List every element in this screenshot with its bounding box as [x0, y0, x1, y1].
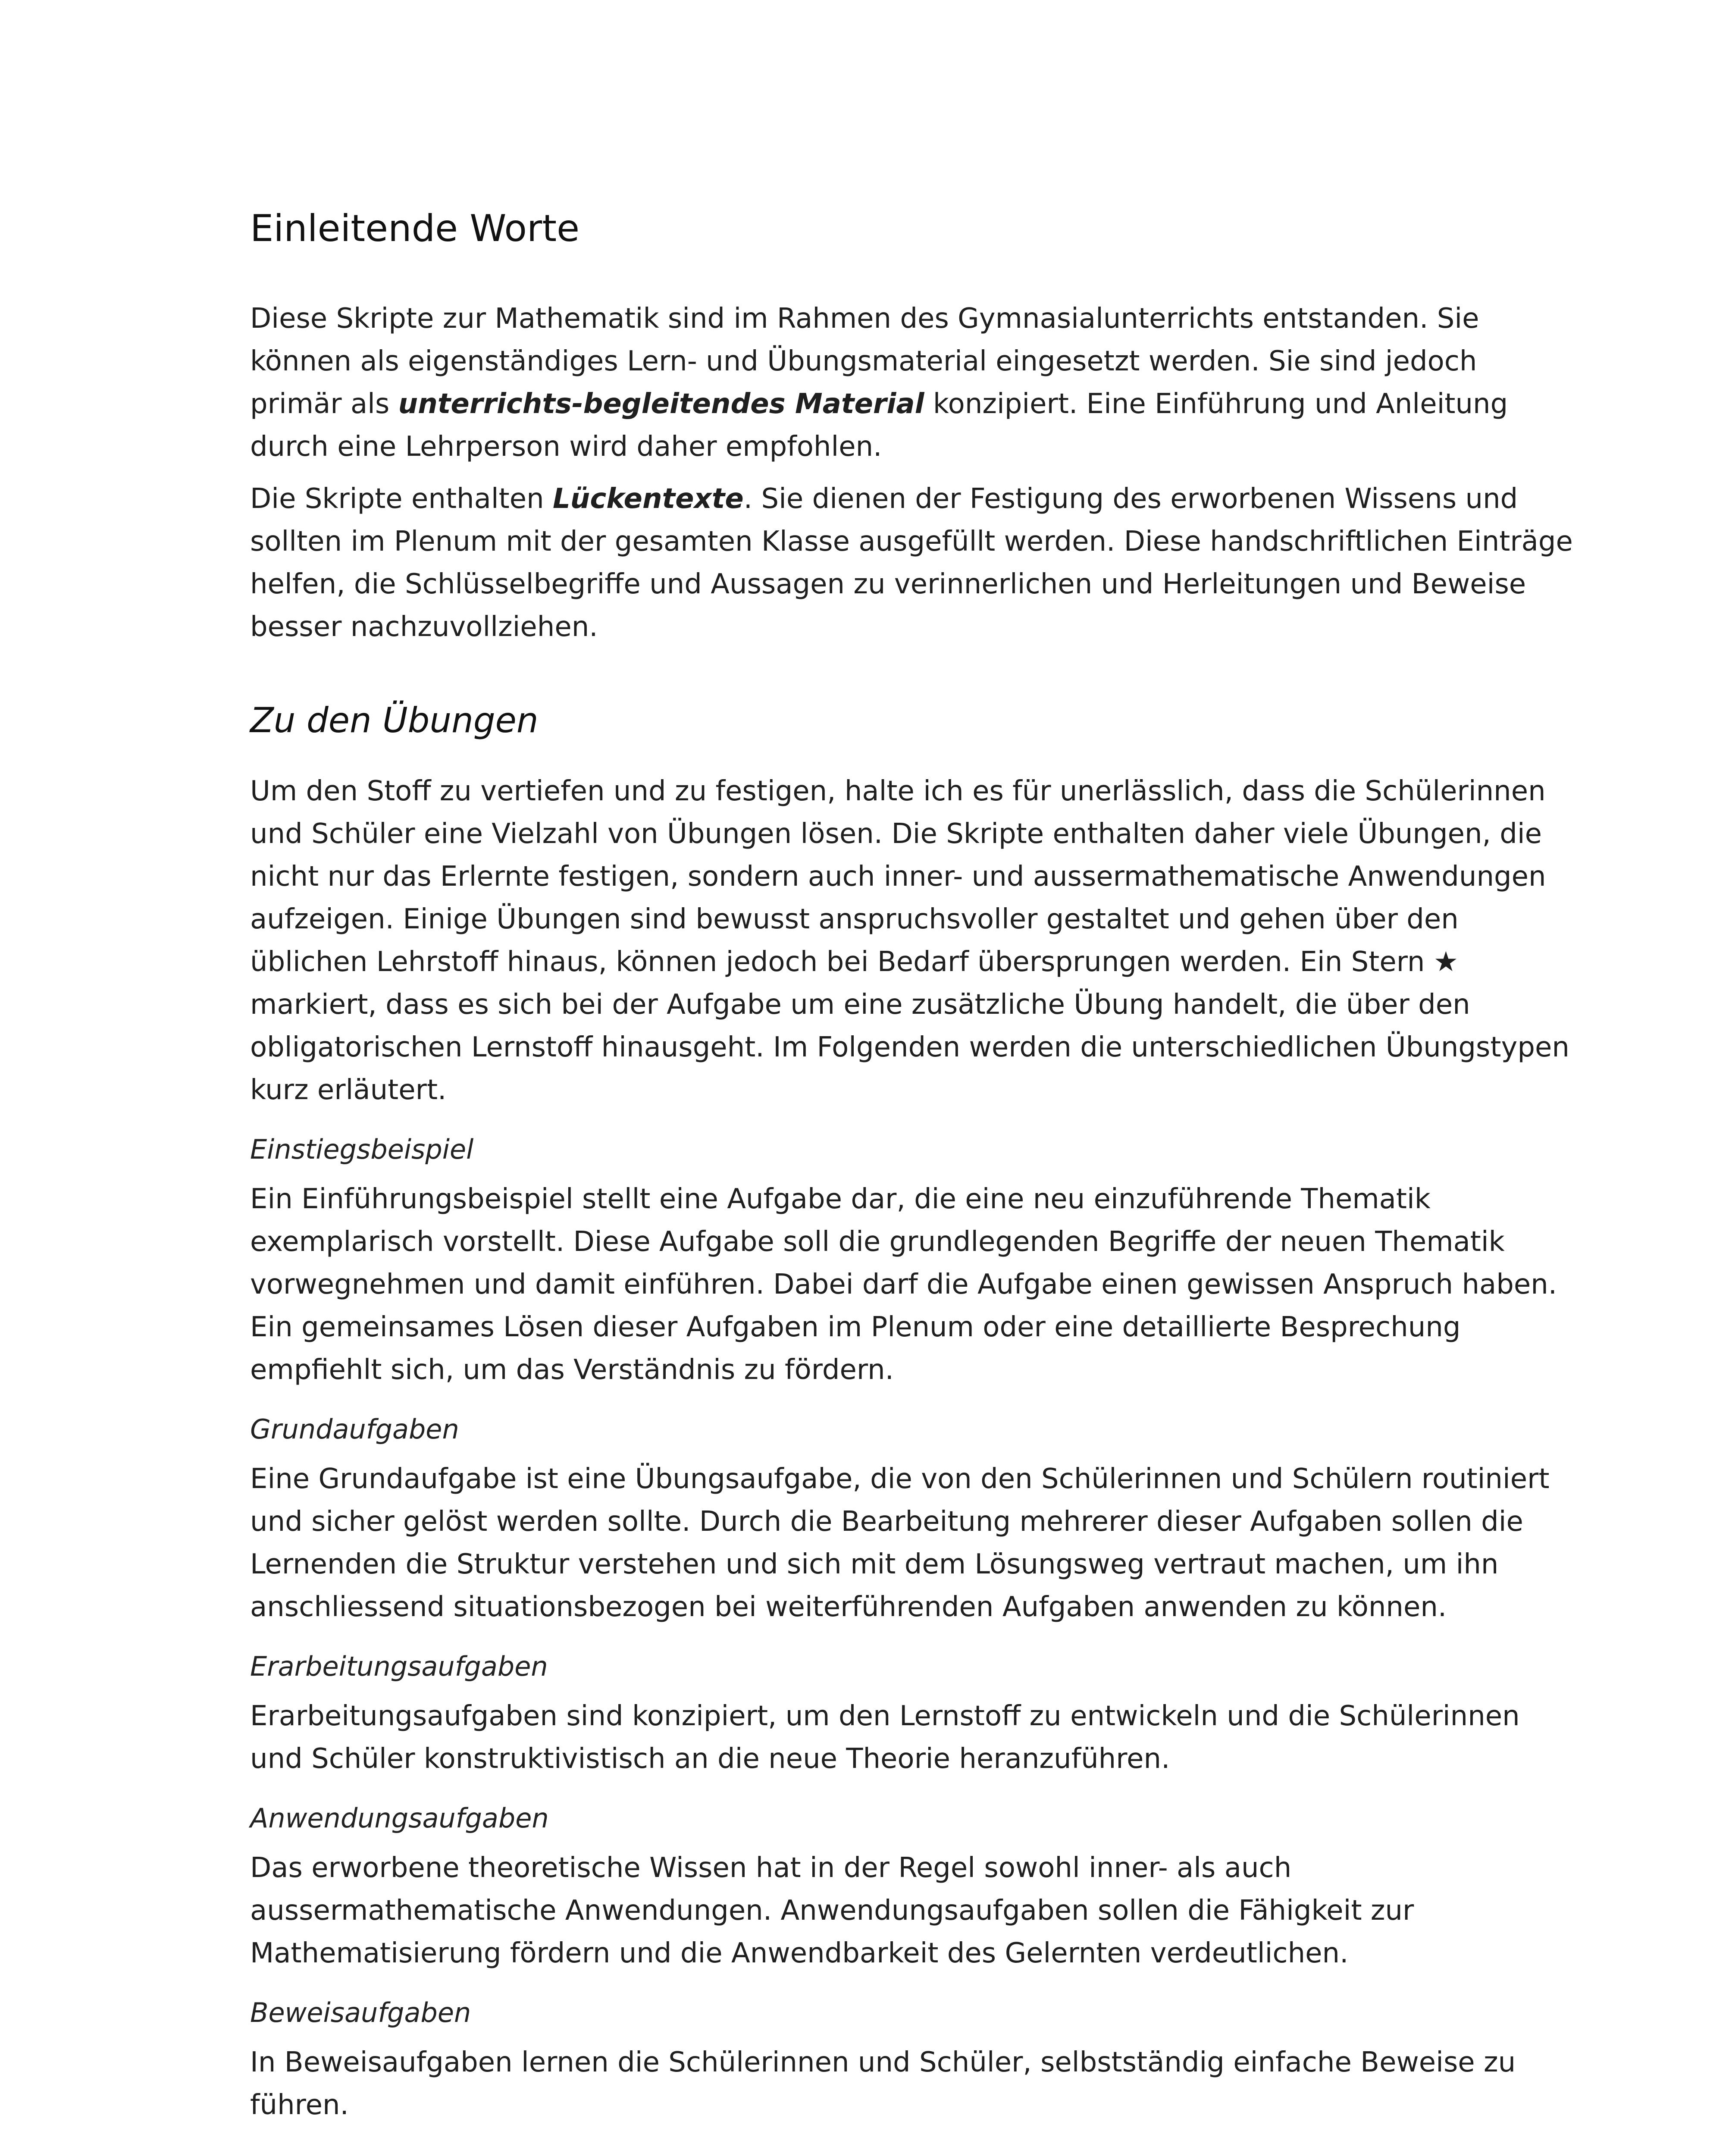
exercise-type-heading-anwendung: Anwendungsaufgaben [250, 1802, 549, 1834]
exercise-type-heading-erarbeitung: Erarbeitungsaufgaben [250, 1651, 548, 1682]
exercise-type-heading-einstieg: Einstiegsbeispiel [250, 1134, 474, 1165]
intro-paragraph-2-text-a: Die Skripte enthalten [250, 483, 553, 515]
exercises-paragraph-text-b: markiert, dass es sich bei der Aufgabe um eine zusätzliche Übung handelt, die über den obligatorischen Lernstoff hinausgeht. Im Folgenden werden die unterschiedlichen Übungstypen kurz erläutert. [250, 989, 1569, 1106]
page-content [250, 203, 1574, 2136]
exercise-type-text-beweis: In Beweisaufgaben lernen die Schülerinnen und Schüler, selbstständig einfache Beweise zu führen. [250, 2046, 1516, 2121]
star-icon: ★ [1433, 946, 1459, 978]
exercise-type-text-erarbeitung: Erarbeitungsaufgaben sind konzipiert, um den Lernstoff zu entwickeln und die Schülerinnen und Schüler konstruktivistisch an die neue Theorie heranzuführen. [250, 1700, 1520, 1775]
intro-paragraph-2-text-b: . Sie dienen der Festigung des erworbenen Wissens und sollten im Plenum mit der gesamten Klasse ausgefüllt werden. Diese handschriftlichen Einträge helfen, die Schlüsselbegriffe und Aussagen zu verinnerlichen und Herleitungen und Beweise besser nachzuvollziehen. [250, 483, 1573, 643]
exercise-type-heading-grund: Grundaufgaben [250, 1413, 459, 1445]
intro-paragraph-1-text-a: Diese Skripte zur Mathematik sind im Rahmen des Gymnasialunterrichts entstanden. Sie können als eigenständiges Lern- und Übungsmaterial eingesetzt werden. Sie sind jedoch primär als [250, 303, 1479, 420]
intro-paragraph-1-text-b: konzipiert. Eine Einführung und Anleitung durch eine Lehrperson wird daher empfohlen. [250, 388, 1508, 463]
exercise-type-heading-beweis: Beweisaufgaben [250, 1997, 471, 2028]
section-heading-exercises: Zu den Übungen [250, 700, 539, 740]
page-title: Einleitende Worte [250, 207, 580, 250]
intro-paragraph-2-emphasis: Lückentexte [552, 483, 744, 515]
exercise-type-text-grund: Eine Grundaufgabe ist eine Übungsaufgabe, die von den Schülerinnen und Schülern routiniert und sicher gelöst werden sollte. Durch die Bearbeitung mehrerer dieser Aufgaben sollen die Lernenden die Struktur verstehen und sich mit dem Lösungsweg vertraut machen, um ihn anschliessend situationsbezogen bei weiterführenden Aufgaben anwenden zu können. [250, 1463, 1550, 1623]
exercises-paragraph [250, 770, 1574, 1112]
exercise-type-text-anwendung: Das erworbene theoretische Wissen hat in der Regel sowohl inner- als auch aussermathematische Anwendungen. Anwendungsaufgaben sollen die Fähigkeit zur Mathematisierung fördern und die Anwendbarkeit des Gelernten verdeutlichen. [250, 1852, 1414, 1969]
intro-paragraph-1 [250, 298, 1574, 468]
intro-paragraph-1-emphasis: unterrichts-begleitendes Material [398, 388, 924, 420]
intro-paragraph-2 [250, 478, 1574, 649]
exercises-paragraph-text-a: Um den Stoff zu vertiefen und zu festigen, halte ich es für unerlässlich, dass die Schülerinnen und Schüler eine Vielzahl von Übungen lösen. Die Skripte enthalten daher viele Übungen, die nicht nur das Erlernte festigen, sondern auch inner- und aussermathematische Anwendungen aufzeigen. Einige Übungen sind bewusst anspruchsvoller gestaltet und gehen über den üblichen Lehrstoff hinaus, können jedoch bei Bedarf übersprungen werden. Ein Stern [250, 775, 1546, 978]
exercise-type-text-einstieg: Ein Einführungsbeispiel stellt eine Aufgabe dar, die eine neu einzuführende Thematik exemplarisch vorstellt. Diese Aufgabe soll die grundlegenden Begriffe der neuen Thematik vorwegnehmen und damit einführen. Dabei darf die Aufgabe einen gewissen Anspruch haben. Ein gemeinsames Lösen dieser Aufgaben im Plenum oder eine detaillierte Besprechung empfiehlt sich, um das Verständnis zu fördern. [250, 1183, 1557, 1386]
